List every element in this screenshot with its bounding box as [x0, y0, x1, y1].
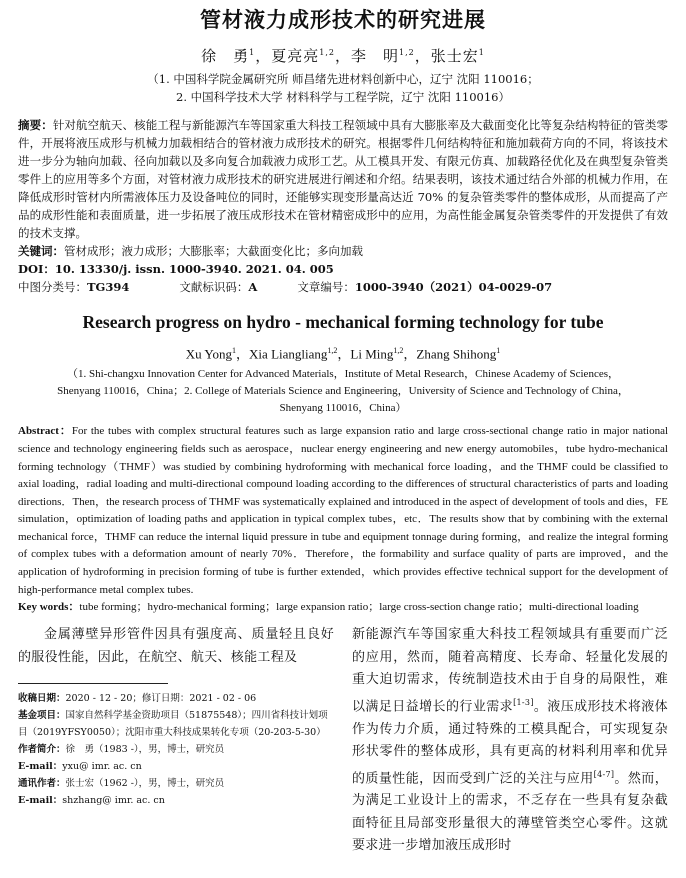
- doc-code-value: A: [248, 280, 258, 294]
- body-right-text-3: 。然而，为满足工业设计上的需求，不乏存在一些具有复杂截面特征且局部变形量很大的薄壁管类空心零件。这就要求进一步增加液压成形时: [352, 770, 668, 854]
- cn-author-sup: 1,2: [319, 48, 335, 57]
- doi-value: 10. 13330/j. issn. 1000-3940. 2021. 04. 005: [54, 262, 334, 276]
- fn-corr-email-value: shzhang@ imr. ac. cn: [62, 795, 165, 807]
- article-no-value: 1000-3940（2021）04-0029-07: [354, 280, 553, 294]
- fn-fund-label: 基金项目：: [18, 710, 66, 722]
- cn-abstract-label: 摘要：: [18, 118, 53, 132]
- footnotes: [18, 690, 334, 809]
- cn-abstract-text: 针对航空航天、核能工程与新能源汽车等国家重大科技工程领域中具有大膨胀率及大截面变化比等复杂结构特征的管类零件，开展将液压成形与机械力加载相结合的管材液力成形技术的研究。根据零件几何结构特征和施加载荷方向的不同，将该技术进一步分为轴向加载、径向加载以及多向复合加载液力成形工艺。从工模具开发、有限元仿真、加载路径优化及在典型复杂管类零件上的应用等多个方面，对管材液力成形技术的研究进展进行阐述和介绍。结果表明，该技术通过结合外部的机械力作用，在降低成形时管材内所需液体压力及设备吨位的同时，还能够实现变形量高达近 70% 的复杂管类零件的整体成形，从而提高了产品的成形性能和表面质量，进一步拓展了液压成形技术在管材精密成形中的应用，为高性能金属复杂管类零件的开发提供了有效的技术支撑。: [18, 118, 668, 240]
- doc-code-label: 文献标识码：: [179, 280, 249, 294]
- classification-line: [18, 278, 668, 296]
- doi-line: [18, 260, 668, 278]
- citation-ref: [4-7]: [593, 769, 615, 779]
- en-author-sup: 1: [232, 346, 237, 355]
- article-no-label: 文章编号：: [297, 280, 355, 294]
- cn-title: 管材液力成形技术的研究进展: [200, 7, 486, 32]
- en-title: Research progress on hydro - mechanical forming technology for tube: [82, 312, 604, 332]
- fn-corr-email: [18, 792, 334, 809]
- cn-author-sup: 1: [249, 48, 256, 57]
- cn-abstract: [18, 116, 668, 242]
- body-left-column: [18, 624, 334, 858]
- en-author: Xia Liangliang: [249, 346, 328, 362]
- fn-corr-email-label: E-mail：: [18, 795, 63, 807]
- body-left-paragraph: 金属薄壁异形管件因具有强度高、质量轻且良好的服役性能，因此，在航空、航天、核能工程及: [18, 627, 334, 665]
- cn-aff-line: 2. 中国科学技术大学 材料科学与工程学院，辽宁 沈阳 110016）: [176, 90, 510, 104]
- cn-authors: 徐 勇$^1$，夏亮亮$^{1,2}$，李 明$^{1,2}$，张士宏$^1$: [201, 47, 485, 65]
- cn-aff-line: （1. 中国科学院金属研究所 师昌绪先进材料创新中心，辽宁 沈阳 110016；: [147, 72, 539, 86]
- cn-keywords: [18, 242, 668, 260]
- clc-label: 中图分类号：: [18, 280, 87, 294]
- cn-keywords-text: 管材成形；液力成形；大膨胀率；大截面变化比；多向加载: [64, 244, 363, 258]
- en-author: Xu Yong: [185, 346, 233, 362]
- fn-author-value: 徐 勇（1983 -），男，博士，研究员: [65, 744, 225, 756]
- fn-email-label: E-mail：: [18, 761, 63, 773]
- cn-author: 张士宏: [430, 47, 479, 65]
- cn-author: 李 明: [351, 47, 400, 65]
- en-keywords-label: Key words：: [18, 601, 80, 614]
- cn-author-sup: 1,2: [399, 48, 415, 57]
- fn-email-value: yxu@ imr. ac. cn: [62, 761, 142, 773]
- en-author: Zhang Shihong: [416, 346, 497, 362]
- footnote-rule: [18, 683, 168, 684]
- cn-keywords-label: 关键词：: [18, 244, 64, 258]
- body-right-text-1: 新能源汽车等国家重大科技工程领域具有重要而广泛的应用，然而，随着高精度、长寿命、轻量化发展的重大迫切需求，传统制造技术由于自身的局限性，难以满足日益增长的行业需求: [352, 627, 668, 715]
- en-authors: Xu Yong$^1$，Xia Liangliang$^{1,2}$，Li Ming$^{1,2}$，Zhang Shihong$^1$: [185, 346, 501, 362]
- en-aff-line: Shenyang 110016，China）: [279, 402, 407, 415]
- en-affiliations: [18, 366, 668, 417]
- fn-received-value: 2020 - 12 - 20；修订日期：2021 - 02 - 06: [65, 693, 257, 705]
- body-right-column: [352, 624, 668, 858]
- en-author-sup: 1,2: [393, 346, 404, 355]
- citation-ref: [1-3]: [513, 697, 534, 707]
- en-abstract-text: For the tubes with complex structural features such as large expansion ratio and large cross-sectional change ratio in major national science and technology engineering fields such as aerospace，nuclear energy engineering and new energy automobiles，tube hydro-mechanical forming technology（THMF）was studied by combining hydroforming with mechanical force loading，and the THMF could be classified to axial loading，radial loading and multi-directional compound loading according to the differences of structural characteristics of parts and loading directions．Then，the research process of THMF was systematically explained and introduced in the aspect of development of tools and dies，FE simulation，optimization of loading paths and application in typical complex tubes，etc．The results show that by combining with the external mechanical force，THMF can reduce the internal liquid pressure in tube and equipment tonnage during forming，and realize the integral forming of complex tubes with a deformation amount of nearly 70%．Therefore，the formability and surface quality of parts are improved，and the application of hydroforming in precision forming of tube is further extended，which provides effective technical support for the development of high-performance metal complex tubes.: [18, 425, 669, 596]
- cn-affiliations: [18, 70, 668, 106]
- fn-fund: [18, 707, 334, 741]
- doc-code-item: [179, 278, 257, 296]
- en-author-sup: 1,2: [327, 346, 338, 355]
- fn-received-label: 收稿日期：: [18, 693, 66, 705]
- fn-corr: [18, 775, 334, 792]
- fn-received: [18, 690, 334, 707]
- fn-fund-value: 国家自然科学基金资助项目（51875548）；四川省科技计划项目（2019YFSY0050）；沈阳市重大科技成果转化专项（20-203-5-30）: [18, 710, 328, 739]
- body-right-text-2: 。液压成形技术将液体作为传力介质，通过特殊的工模具配合，可实现复杂形状零件的整体成形，具有更高的材料利用率和优异的质量性能，因而受到广泛的关注与应用: [352, 699, 668, 786]
- fn-corr-label: 通讯作者：: [18, 778, 66, 790]
- en-author-sup: 1: [496, 346, 501, 355]
- en-author: Li Ming: [350, 346, 394, 362]
- cn-author: 徐 勇: [201, 47, 250, 65]
- en-keywords: [18, 599, 668, 616]
- en-keywords-text: tube forming；hydro-mechanical forming；large expansion ratio；large cross-section change ratio；multi-directional loading: [79, 601, 639, 614]
- en-abstract-label: Abstract：: [18, 425, 72, 438]
- clc-value: TG394: [87, 280, 130, 294]
- fn-email: [18, 758, 334, 775]
- fn-author-label: 作者简介：: [18, 744, 66, 756]
- body-columns: [18, 624, 668, 858]
- en-abstract: [18, 423, 668, 599]
- fn-corr-value: 张士宏（1962 -），男，博士，研究员: [65, 778, 225, 790]
- cn-author-sup: 1: [478, 48, 485, 57]
- fn-author: [18, 741, 334, 758]
- cn-author: 夏亮亮: [271, 47, 320, 65]
- clc-item: [18, 278, 129, 296]
- doi-label: DOI：: [18, 262, 55, 276]
- article-no-item: [297, 278, 552, 296]
- body-right-paragraph: [352, 624, 668, 858]
- en-aff-line: （1. Shi-changxu Innovation Center for Advanced Materials，Institute of Metal Research，Chinese Academy of Sciences，: [67, 368, 619, 381]
- en-aff-line: Shenyang 110016，China；2. College of Materials Science and Engineering，University of Science and Technology of China，: [57, 385, 629, 398]
